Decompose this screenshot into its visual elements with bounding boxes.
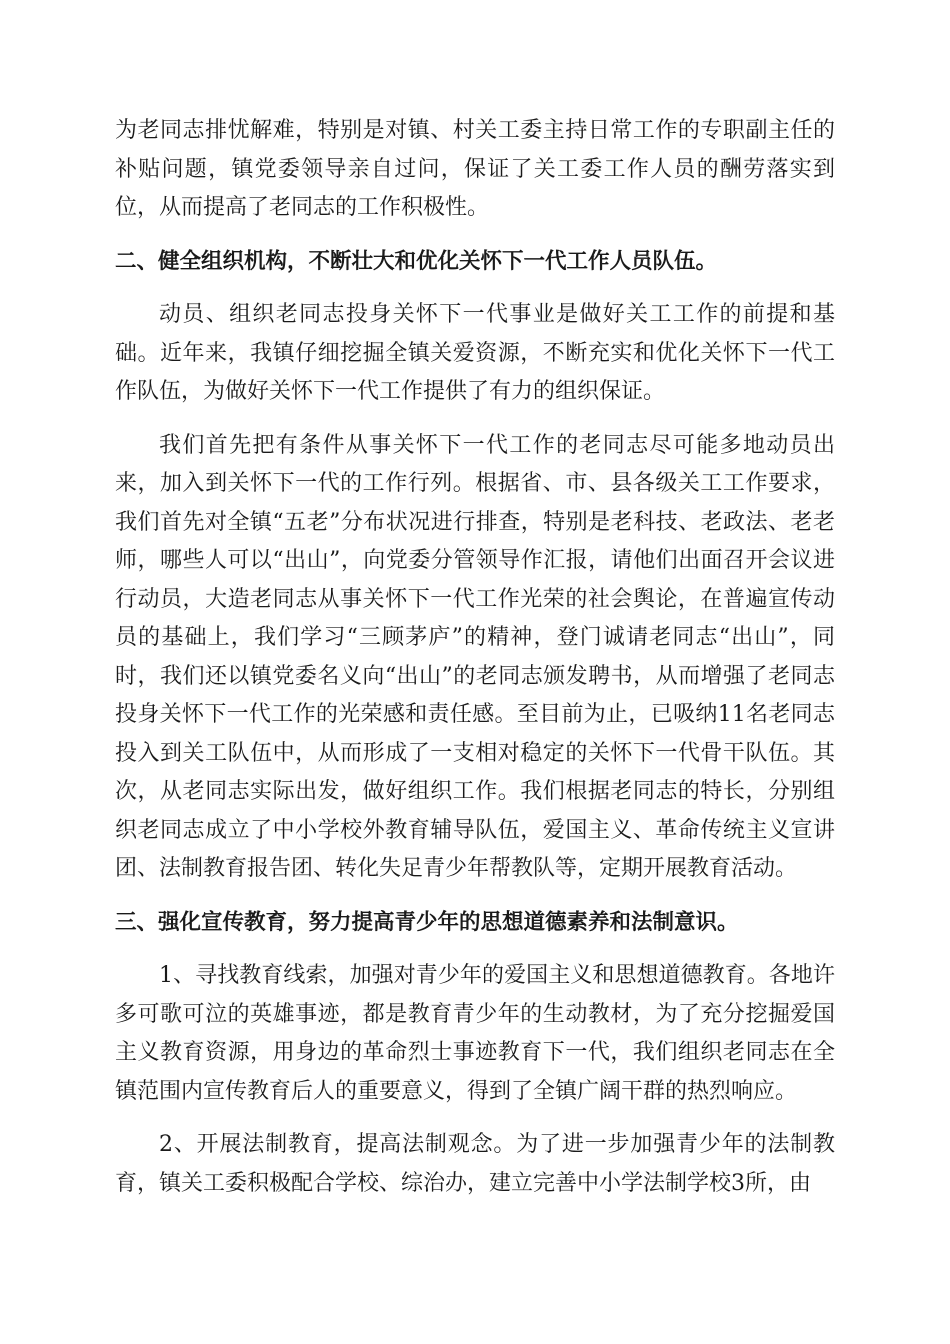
section-heading-2: 二、健全组织机构，不断壮大和优化关怀下一代工作人员队伍。 — [115, 248, 718, 274]
paragraph-2: 动员、组织老同志投身关怀下一代事业是做好关工工作的前提和基础。近年来，我镇仔细挖掘全镇关爱资源，不断充实和优化关怀下一代工作队伍，为做好关怀下一代工作提供了有力的组织保证。 — [115, 302, 835, 404]
document-page — [115, 112, 835, 1218]
paragraph-1: 为老同志排忧解难，特别是对镇、村关工委主持日常工作的专职副主任的补贴问题，镇党委领导亲自过问，保证了关工委工作人员的酬劳落实到位，从而提高了老同志的工作积极性。 — [115, 118, 835, 220]
paragraph-4: 1、寻找教育线索，加强对青少年的爱国主义和思想道德教育。各地许多可歌可泣的英雄事迹，都是教育青少年的生动教材，为了充分挖掘爱国主义教育资源，用身边的革命烈士事迹教育下一代，我们组织老同志在全镇范围内宣传教育后人的重要意义，得到了全镇广阔干群的热烈响应。 — [115, 963, 835, 1104]
section-heading-3: 三、强化宣传教育，努力提高青少年的思想道德素养和法制意识。 — [115, 909, 739, 935]
paragraph-3: 我们首先把有条件从事关怀下一代工作的老同志尽可能多地动员出来，加入到关怀下一代的工作行列。根据省、市、县各级关工工作要求，我们首先对全镇“五老”分布状况进行排查，特别是老科技、老政法、老老师，哪些人可以“出山”，向党委分管领导作汇报，请他们出面召开会议进行动员，大造老同志从事关怀下一代工作光荣的社会舆论，在普遍宣传动员的基础上，我们学习“三顾茅庐”的精神，登门诚请老同志“出山”，同时，我们还以镇党委名义向“出山”的老同志颁发聘书，从而增强了老同志投身关怀下一代工作的光荣感和责任感。至目前为止，已吸纳11名老同志投入到关工队伍中，从而形成了一支相对稳定的关怀下一代骨干队伍。其次，从老同志实际出发，做好组织工作。我们根据老同志的特长，分别组织老同志成立了中小学校外教育辅导队伍，爱国主义、革命传统主义宣讲团、法制教育报告团、转化失足青少年帮教队等，定期开展教育活动。 — [115, 432, 835, 881]
paragraph-5: 2、开展法制教育，提高法制观念。为了进一步加强青少年的法制教育，镇关工委积极配合学校、综治办，建立完善中小学法制学校3所，由 — [115, 1132, 835, 1196]
